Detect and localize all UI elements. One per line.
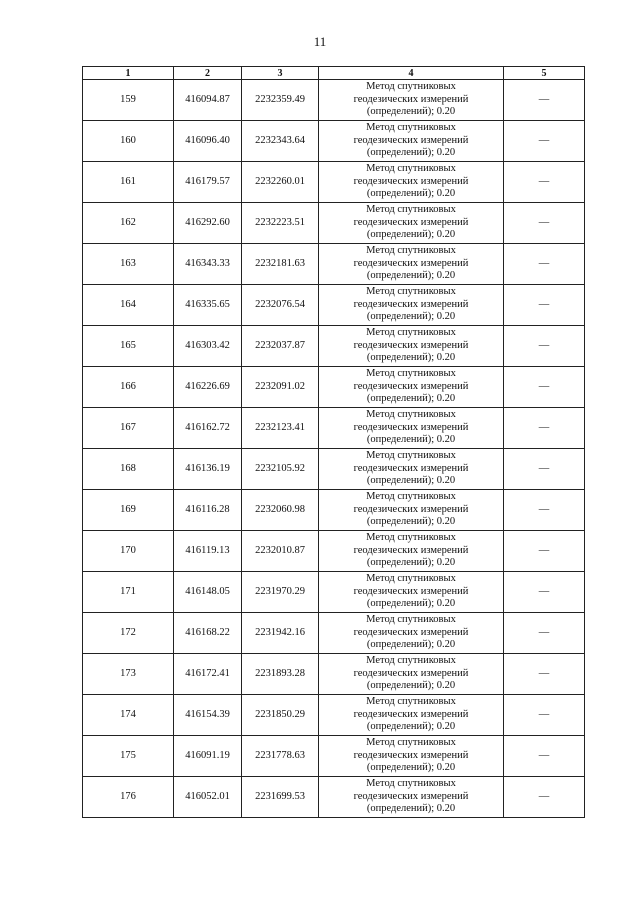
method-cell [319,531,504,572]
method-line-2: геодезических измерений [353,134,469,146]
y-coordinate-cell: 2232181.63 [242,244,319,285]
method-line-1: Метод спутниковых [366,409,456,421]
point-number-cell: 159 [83,80,174,121]
method-cell [319,326,504,367]
method-line-1: Метод спутниковых [366,163,456,175]
x-coordinate-cell: 416292.60 [174,203,242,244]
method-cell [319,695,504,736]
method-line-3: (определений); 0.20 [366,557,456,569]
method-line-2: геодезических измерений [353,175,469,187]
header-row [83,67,585,80]
note-cell: — [504,449,585,490]
method-line-3: (определений); 0.20 [366,106,456,118]
y-coordinate-cell: 2232123.41 [242,408,319,449]
coordinates-table [82,66,585,818]
table-row [83,777,585,818]
method-cell [319,613,504,654]
y-coordinate-cell: 2232037.87 [242,326,319,367]
x-coordinate-cell: 416343.33 [174,244,242,285]
note-cell: — [504,777,585,818]
table-row [83,121,585,162]
method-line-3: (определений); 0.20 [366,229,456,241]
point-number-cell: 160 [83,121,174,162]
method-cell [319,244,504,285]
table-row [83,490,585,531]
note-cell: — [504,244,585,285]
method-line-2: геодезических измерений [353,257,469,269]
y-coordinate-cell: 2232359.49 [242,80,319,121]
y-coordinate-cell: 2232105.92 [242,449,319,490]
table-row [83,367,585,408]
point-number-cell: 162 [83,203,174,244]
x-coordinate-cell: 416303.42 [174,326,242,367]
method-cell [319,203,504,244]
y-coordinate-cell: 2232223.51 [242,203,319,244]
method-line-3: (определений); 0.20 [366,516,456,528]
point-number-cell: 166 [83,367,174,408]
note-cell: — [504,162,585,203]
table-row [83,326,585,367]
point-number-cell: 161 [83,162,174,203]
y-coordinate-cell: 2231850.29 [242,695,319,736]
x-coordinate-cell: 416091.19 [174,736,242,777]
method-line-2: геодезических измерений [353,708,469,720]
method-line-3: (определений); 0.20 [366,639,456,651]
x-coordinate-cell: 416119.13 [174,531,242,572]
y-coordinate-cell: 2231970.29 [242,572,319,613]
x-coordinate-cell: 416096.40 [174,121,242,162]
x-coordinate-cell: 416148.05 [174,572,242,613]
table-row [83,162,585,203]
method-line-3: (определений); 0.20 [366,434,456,446]
method-line-2: геодезических измерений [353,462,469,474]
table-row [83,572,585,613]
method-cell [319,408,504,449]
note-cell: — [504,654,585,695]
method-line-1: Метод спутниковых [366,245,456,257]
method-line-1: Метод спутниковых [366,696,456,708]
method-line-2: геодезических измерений [353,790,469,802]
point-number-cell: 165 [83,326,174,367]
method-line-3: (определений); 0.20 [366,270,456,282]
y-coordinate-cell: 2232010.87 [242,531,319,572]
method-line-3: (определений); 0.20 [366,188,456,200]
method-cell [319,736,504,777]
method-line-1: Метод спутниковых [366,532,456,544]
header-col-4: 4 [319,67,504,80]
table-row [83,736,585,777]
table-row [83,449,585,490]
method-line-1: Метод спутниковых [366,368,456,380]
method-cell [319,121,504,162]
table-row [83,203,585,244]
point-number-cell: 167 [83,408,174,449]
point-number-cell: 172 [83,613,174,654]
method-cell [319,490,504,531]
x-coordinate-cell: 416179.57 [174,162,242,203]
x-coordinate-cell: 416116.28 [174,490,242,531]
point-number-cell: 170 [83,531,174,572]
method-line-2: геодезических измерений [353,93,469,105]
y-coordinate-cell: 2231699.53 [242,777,319,818]
page-number: 11 [313,34,327,49]
point-number-cell: 174 [83,695,174,736]
method-line-3: (определений); 0.20 [366,721,456,733]
method-line-1: Метод спутниковых [366,81,456,93]
method-cell [319,162,504,203]
header-col-2: 2 [174,67,242,80]
method-line-3: (определений); 0.20 [366,598,456,610]
header-col-5: 5 [504,67,585,80]
note-cell: — [504,367,585,408]
point-number-cell: 163 [83,244,174,285]
method-cell [319,449,504,490]
method-line-3: (определений); 0.20 [366,147,456,159]
method-line-2: геодезических измерений [353,667,469,679]
point-number-cell: 164 [83,285,174,326]
method-line-2: геодезических измерений [353,503,469,515]
y-coordinate-cell: 2232343.64 [242,121,319,162]
note-cell: — [504,80,585,121]
method-line-3: (определений); 0.20 [366,393,456,405]
table-header [83,67,585,80]
method-line-2: геодезических измерений [353,216,469,228]
method-cell [319,777,504,818]
method-line-3: (определений); 0.20 [366,762,456,774]
table-row [83,654,585,695]
x-coordinate-cell: 416094.87 [174,80,242,121]
y-coordinate-cell: 2231942.16 [242,613,319,654]
y-coordinate-cell: 2232060.98 [242,490,319,531]
method-line-1: Метод спутниковых [366,655,456,667]
method-line-2: геодезических измерений [353,339,469,351]
note-cell: — [504,203,585,244]
method-cell [319,367,504,408]
note-cell: — [504,408,585,449]
point-number-cell: 173 [83,654,174,695]
method-line-3: (определений); 0.20 [366,680,456,692]
table-row [83,244,585,285]
method-line-1: Метод спутниковых [366,450,456,462]
method-line-1: Метод спутниковых [366,286,456,298]
method-line-1: Метод спутниковых [366,573,456,585]
table-row [83,531,585,572]
point-number-cell: 168 [83,449,174,490]
table-row [83,285,585,326]
method-line-1: Метод спутниковых [366,614,456,626]
x-coordinate-cell: 416154.39 [174,695,242,736]
point-number-cell: 175 [83,736,174,777]
method-line-1: Метод спутниковых [366,778,456,790]
x-coordinate-cell: 416052.01 [174,777,242,818]
header-col-1: 1 [83,67,174,80]
method-cell [319,654,504,695]
method-line-2: геодезических измерений [353,544,469,556]
table-row [83,613,585,654]
method-cell [319,285,504,326]
note-cell: — [504,613,585,654]
x-coordinate-cell: 416162.72 [174,408,242,449]
point-number-cell: 171 [83,572,174,613]
note-cell: — [504,736,585,777]
y-coordinate-cell: 2231893.28 [242,654,319,695]
method-cell [319,572,504,613]
x-coordinate-cell: 416335.65 [174,285,242,326]
y-coordinate-cell: 2231778.63 [242,736,319,777]
y-coordinate-cell: 2232076.54 [242,285,319,326]
method-line-1: Метод спутниковых [366,204,456,216]
method-line-1: Метод спутниковых [366,491,456,503]
note-cell: — [504,490,585,531]
method-line-2: геодезических измерений [353,298,469,310]
table-body [83,80,585,818]
method-line-1: Метод спутниковых [366,737,456,749]
y-coordinate-cell: 2232260.01 [242,162,319,203]
method-line-3: (определений); 0.20 [366,803,456,815]
table-row [83,80,585,121]
method-line-3: (определений); 0.20 [366,475,456,487]
note-cell: — [504,695,585,736]
method-line-3: (определений); 0.20 [366,311,456,323]
method-line-2: геодезических измерений [353,626,469,638]
x-coordinate-cell: 416172.41 [174,654,242,695]
method-line-1: Метод спутниковых [366,122,456,134]
method-line-1: Метод спутниковых [366,327,456,339]
note-cell: — [504,572,585,613]
point-number-cell: 176 [83,777,174,818]
note-cell: — [504,121,585,162]
y-coordinate-cell: 2232091.02 [242,367,319,408]
point-number-cell: 169 [83,490,174,531]
method-line-2: геодезических измерений [353,380,469,392]
note-cell: — [504,531,585,572]
table-row [83,695,585,736]
method-line-3: (определений); 0.20 [366,352,456,364]
note-cell: — [504,326,585,367]
method-line-2: геодезических измерений [353,421,469,433]
note-cell: — [504,285,585,326]
method-line-2: геодезических измерений [353,585,469,597]
x-coordinate-cell: 416136.19 [174,449,242,490]
method-cell [319,80,504,121]
method-line-2: геодезических измерений [353,749,469,761]
x-coordinate-cell: 416226.69 [174,367,242,408]
header-col-3: 3 [242,67,319,80]
table-row [83,408,585,449]
x-coordinate-cell: 416168.22 [174,613,242,654]
